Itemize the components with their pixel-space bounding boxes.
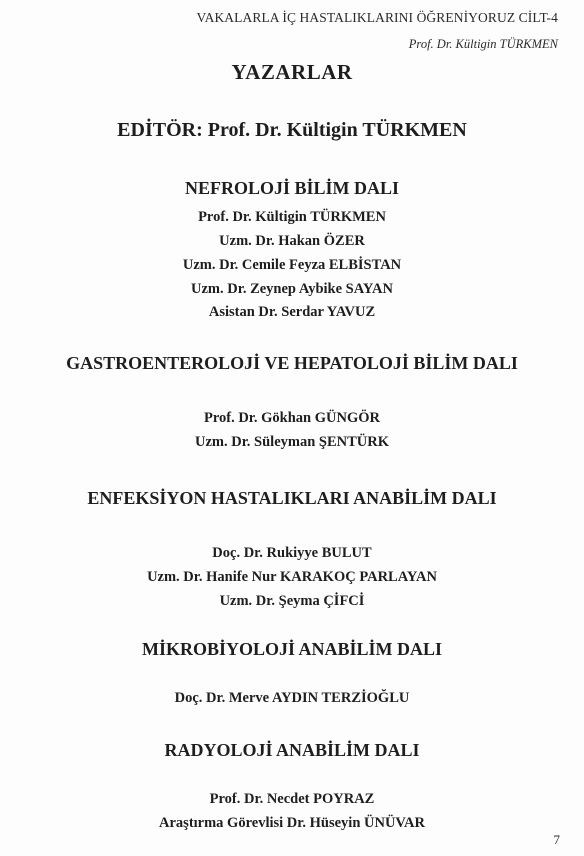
author-name: Prof. Dr. Kültigin TÜRKMEN	[198, 209, 386, 225]
page-title: YAZARLAR	[231, 60, 353, 84]
section-heading-infectious-diseases: ENFEKSİYON HASTALIKLARI ANABİLİM DALI	[87, 488, 497, 508]
author-name: Doç. Dr. Rukiyye BULUT	[212, 545, 372, 561]
author-name: Prof. Dr. Gökhan GÜNGÖR	[203, 410, 381, 426]
author-name: Prof. Dr. Necdet POYRAZ	[209, 791, 375, 807]
section-heading-nephrology: NEFROLOJİ BİLİM DALI	[184, 178, 400, 198]
section-heading-radiology: RADYOLOJİ ANABİLİM DALI	[164, 740, 420, 760]
author-name: Asistan Dr. Serdar YAVUZ	[208, 304, 376, 320]
author-name: Doç. Dr. Merve AYDIN TERZİOĞLU	[174, 690, 410, 706]
section-heading-microbiology: MİKROBİYOLOJİ ANABİLİM DALI	[141, 639, 443, 659]
editor-line: EDİTÖR: Prof. Dr. Kültigin TÜRKMEN	[117, 119, 467, 141]
author-name: Araştırma Görevlisi Dr. Hüseyin ÜNÜVAR	[159, 815, 425, 831]
page-number: 7	[553, 832, 560, 847]
running-header-title: VAKALARLA İÇ HASTALIKLARINI ÖĞRENİYORUZ CİLT-4	[196, 10, 558, 25]
running-header-author: Prof. Dr. Kültigin TÜRKMEN	[408, 37, 558, 51]
author-name: Uzm. Dr. Cemile Feyza ELBİSTAN	[182, 257, 402, 273]
author-name: Uzm. Dr. Hanife Nur KARAKOÇ PARLAYAN	[147, 569, 437, 585]
author-name: Uzm. Dr. Şeyma ÇİFCİ	[219, 593, 365, 609]
author-name: Uzm. Dr. Hakan ÖZER	[219, 233, 365, 249]
section-heading-gastroenterology: GASTROENTEROLOJİ VE HEPATOLOJİ BİLİM DALI	[66, 353, 518, 373]
author-name: Uzm. Dr. Zeynep Aybike SAYAN	[191, 281, 393, 297]
author-name: Uzm. Dr. Süleyman ŞENTÜRK	[194, 434, 390, 450]
